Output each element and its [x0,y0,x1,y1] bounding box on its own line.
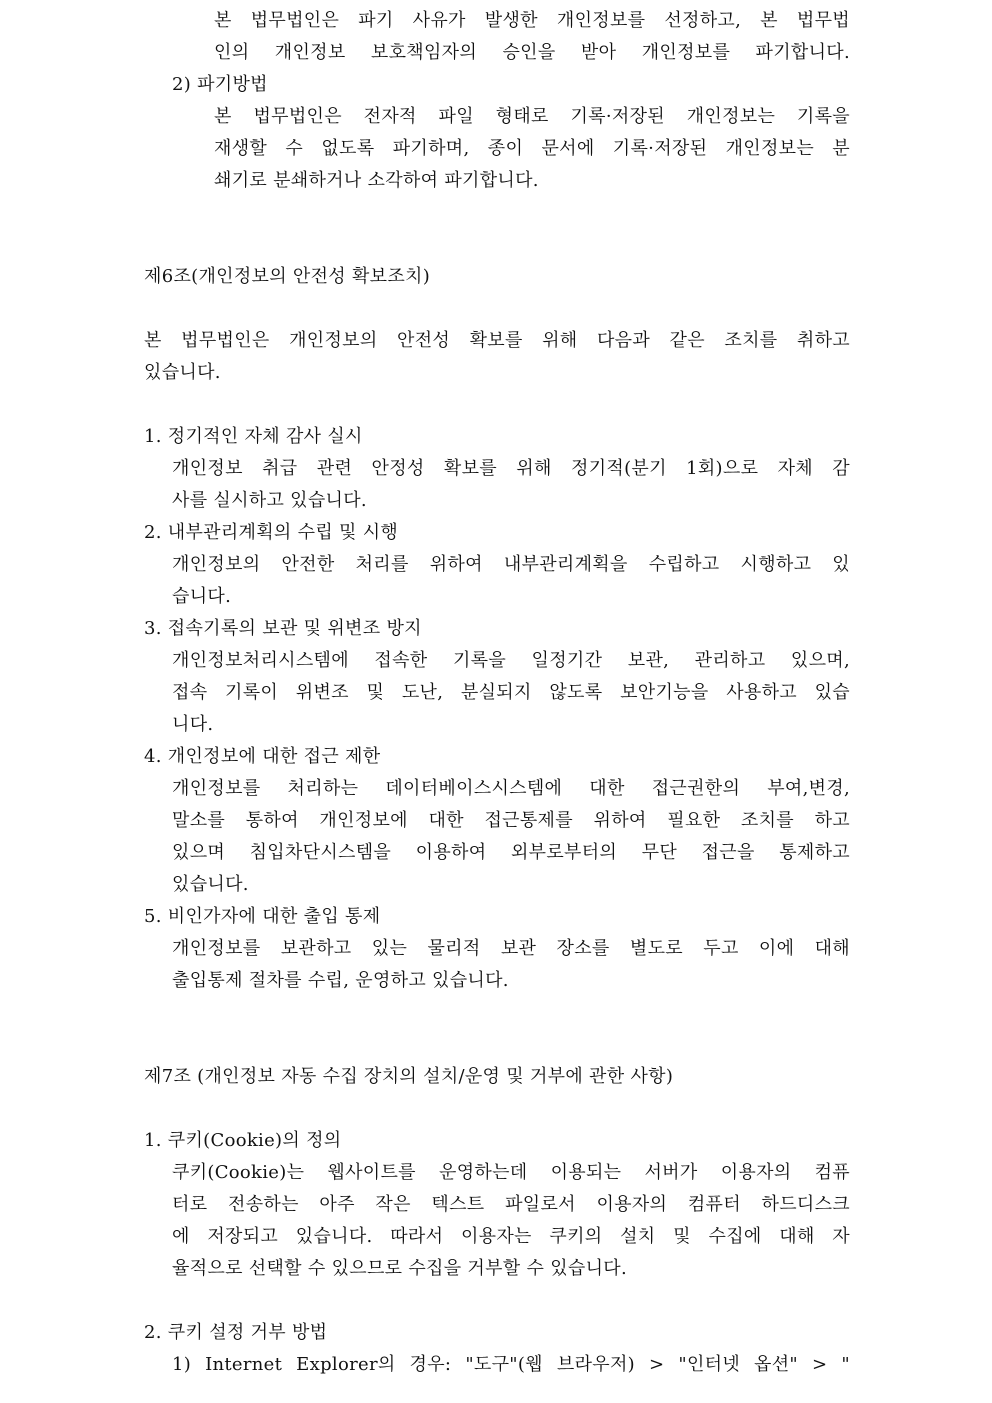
article-6-item-4-line-1: 개인정보를 처리하는 데이터베이스시스템에 대한 접근권한의 부여,변경, [172,778,850,799]
article-6-item-5-title: 5. 비인가자에 대한 출입 통제 [144,906,381,927]
article-6-item-5-line-2: 출입통제 절차를 수립, 운영하고 있습니다. [172,970,509,991]
article-6-item-5-line-1: 개인정보를 보관하고 있는 물리적 보관 장소를 별도로 두고 이에 대해 [172,938,850,959]
article-6-item-2-title: 2. 내부관리계획의 수립 및 시행 [144,522,399,543]
article-6-item-4-line-2: 말소를 통하여 개인정보에 대한 접근통제를 위하여 필요한 조치를 하고 [172,810,850,831]
article-7-item-1-title: 1. 쿠키(Cookie)의 정의 [144,1130,342,1151]
destruction-method-line-2: 재생할 수 없도록 파기하며, 종이 문서에 기록·저장된 개인정보는 분 [214,138,850,159]
article-7-item-1-line-3: 에 저장되고 있습니다. 따라서 이용자는 쿠키의 설치 및 수집에 대해 자 [172,1226,850,1247]
destruction-method-line-3: 쇄기로 분쇄하거나 소각하여 파기합니다. [214,170,539,191]
article-6-item-3-line-3: 니다. [172,714,214,735]
destruction-method-line-1: 본 법무법인은 전자적 파일 형태로 기록·저장된 개인정보는 기록을 [214,106,850,127]
article-7-item-1-line-2: 터로 전송하는 아주 작은 텍스트 파일로서 이용자의 컴퓨터 하드디스크 [172,1194,850,1215]
article-6-item-4-title: 4. 개인정보에 대한 접근 제한 [144,746,381,767]
article-6-intro-line-1: 본 법무법인은 개인정보의 안전성 확보를 위해 다음과 같은 조치를 취하고 [144,330,850,351]
article-6-item-1-line-1: 개인정보 취급 관련 안정성 확보를 위해 정기적(분기 1회)으로 자체 감 [172,458,850,479]
article-6-item-2-line-2: 습니다. [172,586,232,607]
article-6-item-4-line-3: 있으며 침입차단시스템을 이용하여 외부로부터의 무단 접근을 통제하고 [172,842,850,863]
destruction-procedure-line-2: 인의 개인정보 보호책임자의 승인을 받아 개인정보를 파기합니다. [214,42,850,63]
article-6-item-1-line-2: 사를 실시하고 있습니다. [172,490,367,511]
destruction-procedure-line-1: 본 법무법인은 파기 사유가 발생한 개인정보를 선정하고, 본 법무법 [214,10,850,31]
article-7-item-1-line-1: 쿠키(Cookie)는 웹사이트를 운영하는데 이용되는 서버가 이용자의 컴퓨 [172,1162,850,1183]
article-6-item-3-title: 3. 접속기록의 보관 및 위변조 방지 [144,618,422,639]
article-6-item-4-line-4: 있습니다. [172,874,249,895]
article-6-title: 제6조(개인정보의 안전성 확보조치) [144,266,431,287]
article-7-item-2-title: 2. 쿠키 설정 거부 방법 [144,1322,328,1343]
article-6-item-2-line-1: 개인정보의 안전한 처리를 위하여 내부관리계획을 수립하고 시행하고 있 [172,554,850,575]
article-6-intro-line-2: 있습니다. [144,362,221,383]
article-7-title: 제7조 (개인정보 자동 수집 장치의 설치/운영 및 거부에 관한 사항) [144,1066,674,1087]
article-6-item-3-line-2: 접속 기록이 위변조 및 도난, 분실되지 않도록 보안기능을 사용하고 있습 [172,682,850,703]
article-7-item-1-line-4: 율적으로 선택할 수 있으므로 수집을 거부할 수 있습니다. [172,1258,627,1279]
destruction-method-title: 2) 파기방법 [172,74,268,95]
article-6-item-3-line-1: 개인정보처리시스템에 접속한 기록을 일정기간 보관, 관리하고 있으며, [172,650,850,671]
article-6-item-1-title: 1. 정기적인 자체 감사 실시 [144,426,363,447]
article-7-item-2-line-1: 1) Internet Explorer의 경우: "도구"(웹 브라우저) > "인터넷 옵션" > " [172,1354,850,1375]
